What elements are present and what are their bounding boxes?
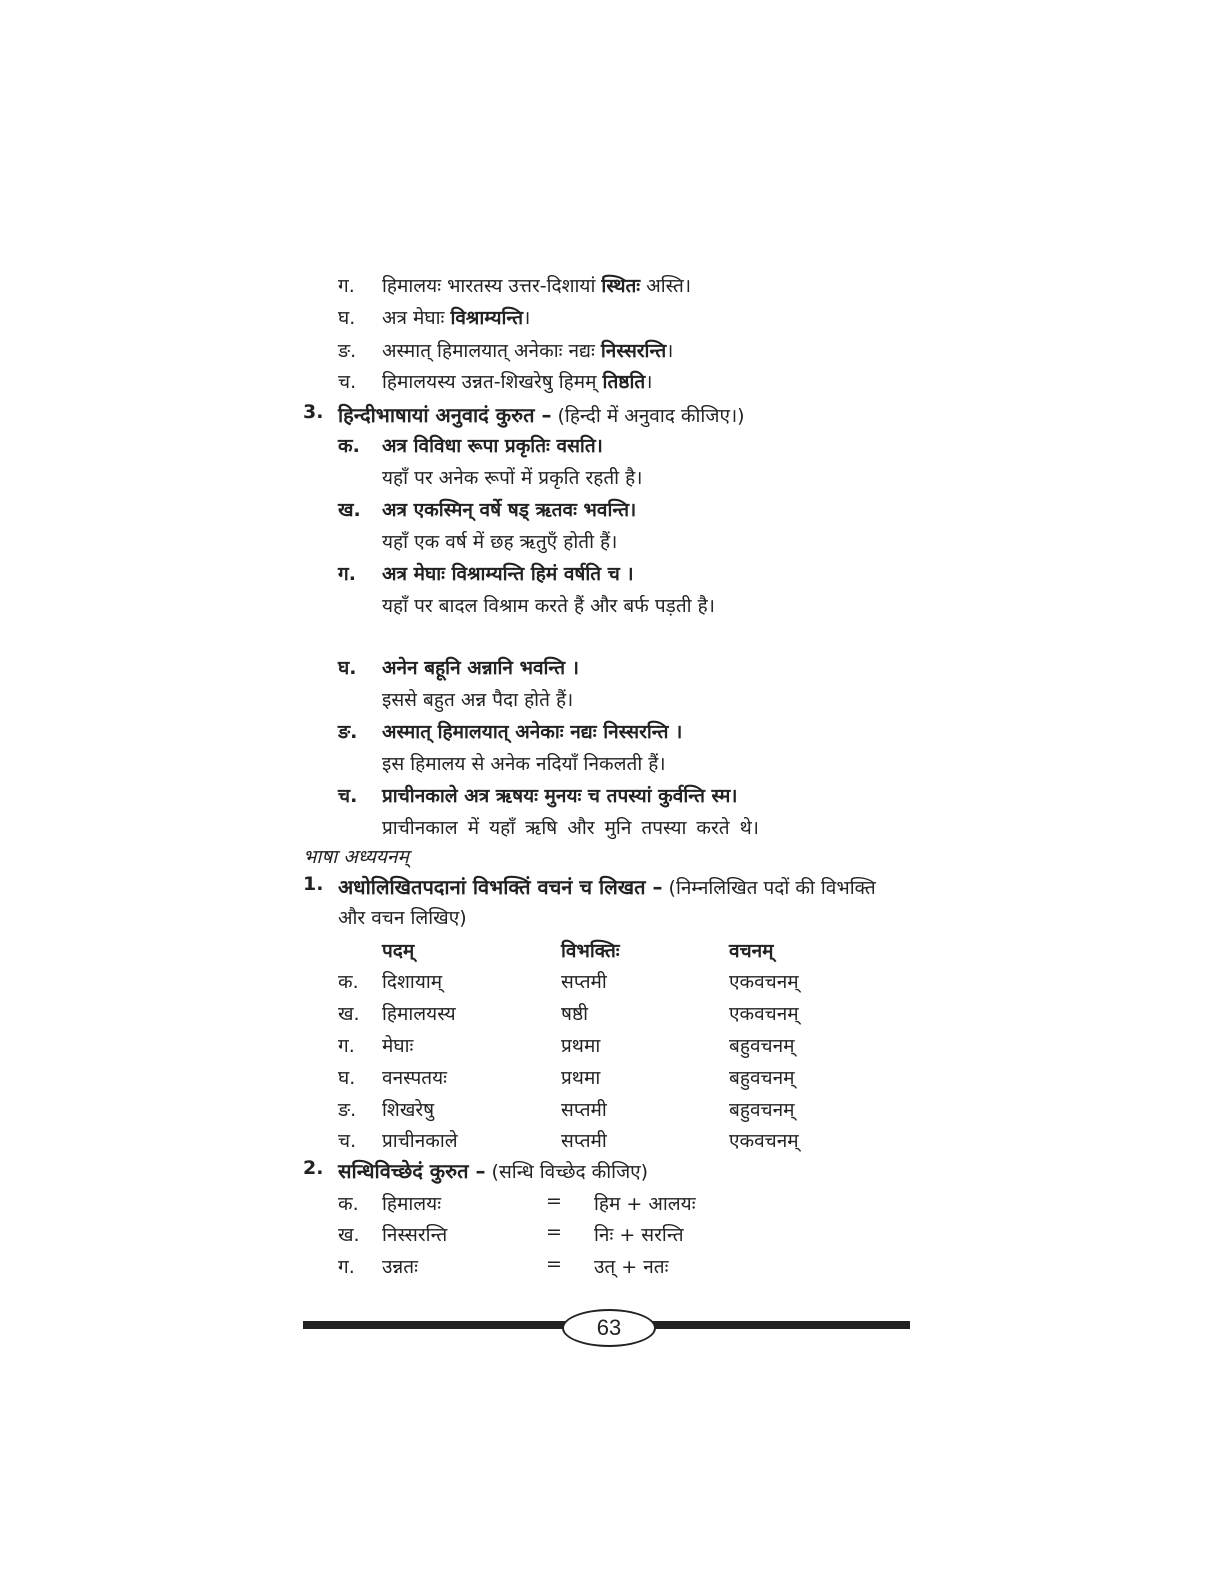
list-item: अस्मात् हिमालयात् अनेकाः नद्यः निस्सरन्ति। <box>382 340 674 362</box>
table-cell: षष्ठी <box>561 1003 589 1025</box>
row-marker: ङ. <box>338 1099 357 1121</box>
list-item: हिमालयस्य उन्नत-शिखरेषु हिमम् तिष्ठति। <box>382 371 653 393</box>
table-cell: एकवचनम् <box>729 1003 799 1025</box>
question-subtitle-continued: और वचन लिखिए) <box>338 907 467 929</box>
table-cell: एकवचनम् <box>729 1130 799 1152</box>
section-heading: भाषा अध्ययनम् <box>303 846 409 868</box>
question-heading: सन्धिविच्छेदं कुरुत – (सन्धि विच्छेद कीजिए) <box>338 1159 649 1183</box>
list-item: हिमालयः भारतस्य उत्तर-दिशायां स्थितः अस्ति। <box>382 275 692 297</box>
equals-sign: = <box>546 1253 562 1275</box>
sandhi-split: निः + सरन्ति <box>594 1224 684 1246</box>
footer-rule-left <box>303 1321 565 1329</box>
row-marker: क. <box>338 971 359 993</box>
table-header: वचनम् <box>729 940 774 962</box>
table-cell: वनस्पतयः <box>382 1067 447 1089</box>
question-heading: अधोलिखितपदानां विभक्तिं वचनं च लिखत – (निम्नलिखित पदों की विभक्ति <box>338 875 876 899</box>
table-header: पदम् <box>382 940 415 962</box>
sanskrit-sentence: अत्र विविधा रूपा प्रकृतिः वसति। <box>382 435 603 457</box>
table-cell: एकवचनम् <box>729 971 799 993</box>
sanskrit-sentence: अनेन बहूनि अन्नानि भवन्ति । <box>382 657 579 679</box>
item-marker: ङ. <box>338 721 358 743</box>
item-marker: च. <box>338 785 358 807</box>
list-marker: च. <box>338 371 357 393</box>
table-cell: प्रथमा <box>561 1067 601 1089</box>
row-marker: ग. <box>338 1035 355 1057</box>
sanskrit-sentence: अत्र एकस्मिन् वर्षे षड् ऋतवः भवन्ति। <box>382 499 637 521</box>
sandhi-word: निस्सरन्ति <box>382 1224 448 1246</box>
question-number: 2. <box>303 1157 324 1179</box>
table-cell: सप्तमी <box>561 1099 607 1121</box>
list-item: अत्र मेघाः विश्राम्यन्ति। <box>382 307 531 329</box>
table-header: विभक्तिः <box>561 940 620 962</box>
table-cell: सप्तमी <box>561 971 607 993</box>
question-heading: हिन्दीभाषायां अनुवादं कुरुत – (हिन्दी में अनुवाद कीजिए।) <box>338 403 745 427</box>
table-cell: मेघाः <box>382 1035 414 1057</box>
row-marker: ग. <box>338 1256 355 1278</box>
row-marker: क. <box>338 1193 359 1215</box>
item-marker: ख. <box>338 499 361 521</box>
row-marker: ख. <box>338 1003 360 1025</box>
hindi-translation: इस हिमालय से अनेक नदियाँ निकलती हैं। <box>382 753 666 775</box>
item-marker: घ. <box>338 657 357 679</box>
hindi-translation: यहाँ पर अनेक रूपों में प्रकृति रहती है। <box>382 467 643 489</box>
table-cell: शिखरेषु <box>382 1099 435 1121</box>
table-cell: बहुवचनम् <box>729 1067 795 1089</box>
sandhi-word: हिमालयः <box>382 1193 442 1215</box>
list-marker: घ. <box>338 307 356 329</box>
sanskrit-sentence: प्राचीनकाले अत्र ऋषयः मुनयः च तपस्यां कुर्वन्ति स्म। <box>382 785 738 807</box>
hindi-translation: प्राचीनकाल में यहाँ ऋषि और मुनि तपस्या करते थे। <box>382 817 760 839</box>
sanskrit-sentence: अत्र मेघाः विश्राम्यन्ति हिमं वर्षति च । <box>382 563 634 585</box>
row-marker: ख. <box>338 1224 360 1246</box>
table-cell: प्रथमा <box>561 1035 601 1057</box>
item-marker: ग. <box>338 563 356 585</box>
question-number: 3. <box>303 401 324 423</box>
table-cell: प्राचीनकाले <box>382 1130 458 1152</box>
table-cell: हिमालयस्य <box>382 1003 456 1025</box>
hindi-translation: इससे बहुत अन्न पैदा होते हैं। <box>382 689 574 711</box>
question-number: 1. <box>303 873 324 895</box>
item-marker: क. <box>338 435 360 457</box>
table-cell: बहुवचनम् <box>729 1035 795 1057</box>
equals-sign: = <box>546 1190 562 1212</box>
sandhi-word: उन्नतः <box>382 1256 418 1278</box>
list-marker: ङ. <box>338 340 357 362</box>
sanskrit-sentence: अस्मात् हिमालयात् अनेकाः नद्यः निस्सरन्ति । <box>382 721 683 743</box>
hindi-translation: यहाँ पर बादल विश्राम करते हैं और बर्फ पड़ती है। <box>382 595 715 617</box>
table-cell: बहुवचनम् <box>729 1099 795 1121</box>
hindi-translation: यहाँ एक वर्ष में छह ऋतुएँ होती हैं। <box>382 531 618 553</box>
row-marker: च. <box>338 1130 357 1152</box>
sandhi-split: हिम + आलयः <box>594 1193 696 1215</box>
table-cell: सप्तमी <box>561 1130 607 1152</box>
equals-sign: = <box>546 1221 562 1243</box>
table-cell: दिशायाम् <box>382 971 443 993</box>
sandhi-split: उत् + नतः <box>594 1256 669 1278</box>
list-marker: ग. <box>338 275 355 297</box>
row-marker: घ. <box>338 1067 356 1089</box>
footer-rule-right <box>650 1321 910 1329</box>
page-number: 63 <box>562 1309 656 1347</box>
